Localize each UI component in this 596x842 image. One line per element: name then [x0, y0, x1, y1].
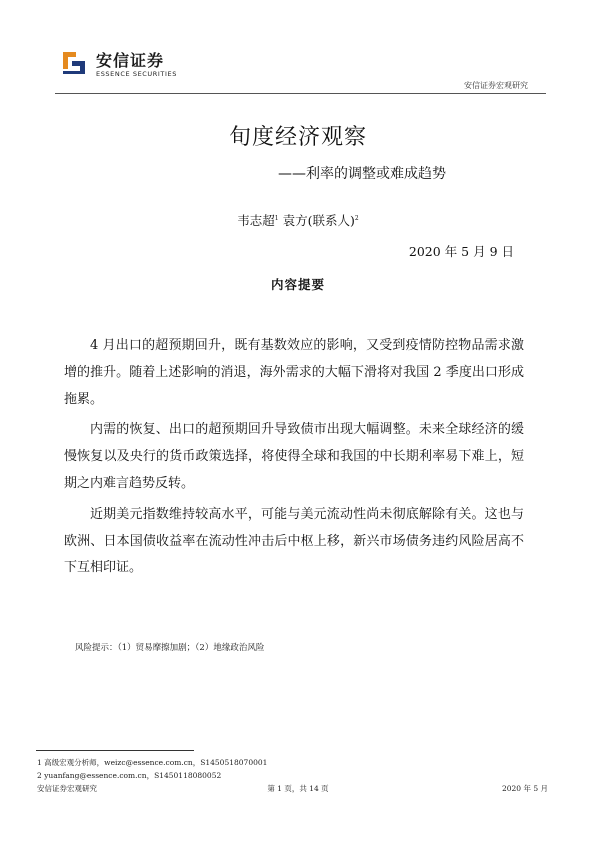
header-label: 安信证券宏观研究: [464, 81, 528, 90]
footnote: 2 yuanfang@essence.com.cn，S1450118080052: [37, 771, 222, 780]
logo-text-en: ESSENCE SECURITIES: [96, 70, 177, 78]
author-line: [0, 211, 596, 229]
abstract-body: [64, 333, 524, 586]
header-divider: [55, 93, 546, 94]
footnote-divider: [36, 750, 194, 751]
abstract-paragraph: 4 月出口的超预期回升，既有基数效应的影响，又受到疫情防控物品需求激增的推升。随着上述影响的消退，海外需求的大幅下滑将对我国 2 季度出口形成拖累。: [64, 338, 524, 407]
abstract-paragraph: 内需的恢复、出口的超预期回升导致债市出现大幅调整。未来全球经济的缓慢恢复以及央行的货币政策选择，将使得全球和我国的中长期利率易下难上，短期之内难言趋势反转。: [64, 422, 524, 491]
essence-logo-icon: [60, 49, 88, 77]
abstract-heading: 内容提要: [270, 277, 325, 292]
risk-note: 风险提示：（1）贸易摩擦加剧；（2）地缘政治风险: [75, 643, 265, 653]
footnote: 1 高级宏观分析师，weizc@essence.com.cn，S1450518070001: [37, 758, 268, 767]
report-title: 旬度经济观察: [228, 125, 367, 150]
company-logo: [60, 46, 180, 82]
author-name: 袁方(联系人): [282, 213, 355, 228]
logo-text-cn: 安信证券: [96, 51, 165, 70]
footnote-ref[interactable]: 1: [274, 214, 279, 222]
footnote-ref[interactable]: 2: [354, 214, 359, 222]
abstract-paragraph: 近期美元指数维持较高水平，可能与美元流动性尚未彻底解除有关。这也与欧洲、日本国债收益率在流动性冲击后中枢上移，新兴市场债务违约风险居高不下互相印证。: [64, 506, 524, 576]
author-name: 韦志超: [237, 213, 275, 228]
report-subtitle: ——利率的调整或难成趋势: [278, 166, 446, 182]
report-date: 2020 年 5 月 9 日: [408, 244, 514, 259]
page-number: 第 1 页，共 14 页: [267, 784, 329, 793]
footer-left: 安信证券宏观研究: [37, 784, 97, 793]
footer-date: 2020 年 5 月: [501, 784, 548, 793]
